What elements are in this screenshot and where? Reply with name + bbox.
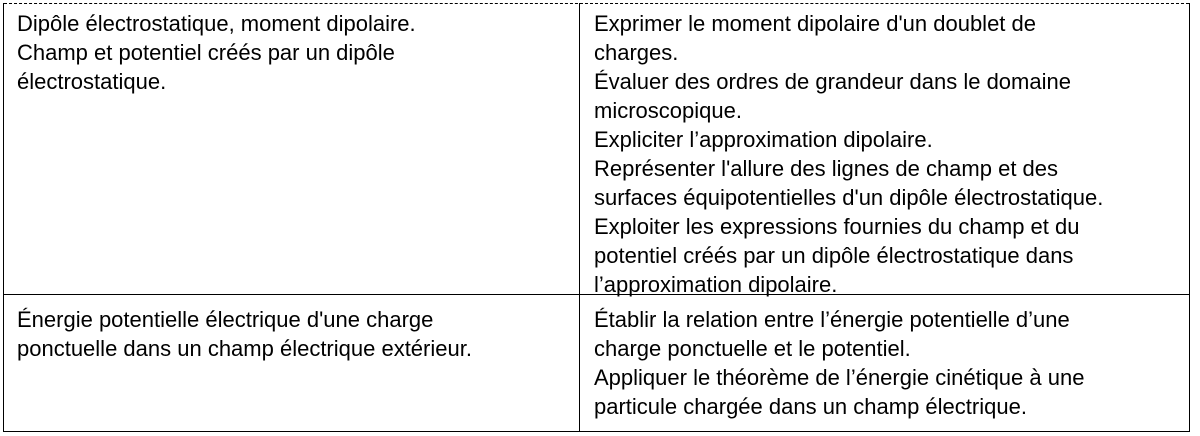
row-1-notions-line: Dipôle électrostatique, moment dipolaire. <box>17 11 416 36</box>
row-2-capacities-line: Appliquer le théorème de l’énergie cinétique à une <box>594 365 1085 390</box>
row-2-capacities-cell <box>594 305 1084 421</box>
row-1-capacities-line: Représenter l'allure des lignes de champ et des <box>594 156 1059 181</box>
row-1-notions-cell <box>17 9 416 96</box>
row-2-capacities-line: Établir la relation entre l’énergie potentielle d’une <box>594 307 1070 332</box>
row-1-capacities-cell <box>594 9 1103 299</box>
row-1-capacities-line: microscopique. <box>594 98 742 123</box>
table-top-dashed-border <box>4 3 1189 4</box>
row-2-notions-line: ponctuelle dans un champ électrique extérieur. <box>17 336 472 361</box>
row-1-capacities-line: charges. <box>594 40 679 65</box>
row-1-capacities-line: Expliciter l’approximation dipolaire. <box>594 127 933 152</box>
row-1-notions-line: électrostatique. <box>17 69 167 94</box>
program-table <box>3 3 1190 432</box>
row-1-capacities-line: Évaluer des ordres de grandeur dans le domaine <box>594 69 1071 94</box>
column-divider <box>579 3 580 431</box>
row-2-capacities-line: charge ponctuelle et le potentiel. <box>594 336 911 361</box>
row-1-capacities-line: potentiel créés par un dipôle électrostatique dans <box>594 243 1074 268</box>
row-1-capacities-line: Exploiter les expressions fournies du champ et du <box>594 214 1080 239</box>
row-2-notions-line: Énergie potentielle électrique d'une charge <box>17 307 434 332</box>
row-1-capacities-line: l’approximation dipolaire. <box>594 272 838 297</box>
row-1-notions-line: Champ et potentiel créés par un dipôle <box>17 40 395 65</box>
row-2-notions-cell <box>17 305 472 363</box>
row-1-capacities-line: surfaces équipotentielles d'un dipôle électrostatique. <box>594 185 1104 210</box>
row-2-capacities-line: particule chargée dans un champ électrique. <box>594 394 1027 419</box>
row-1-capacities-line: Exprimer le moment dipolaire d'un doublet de <box>594 11 1036 36</box>
